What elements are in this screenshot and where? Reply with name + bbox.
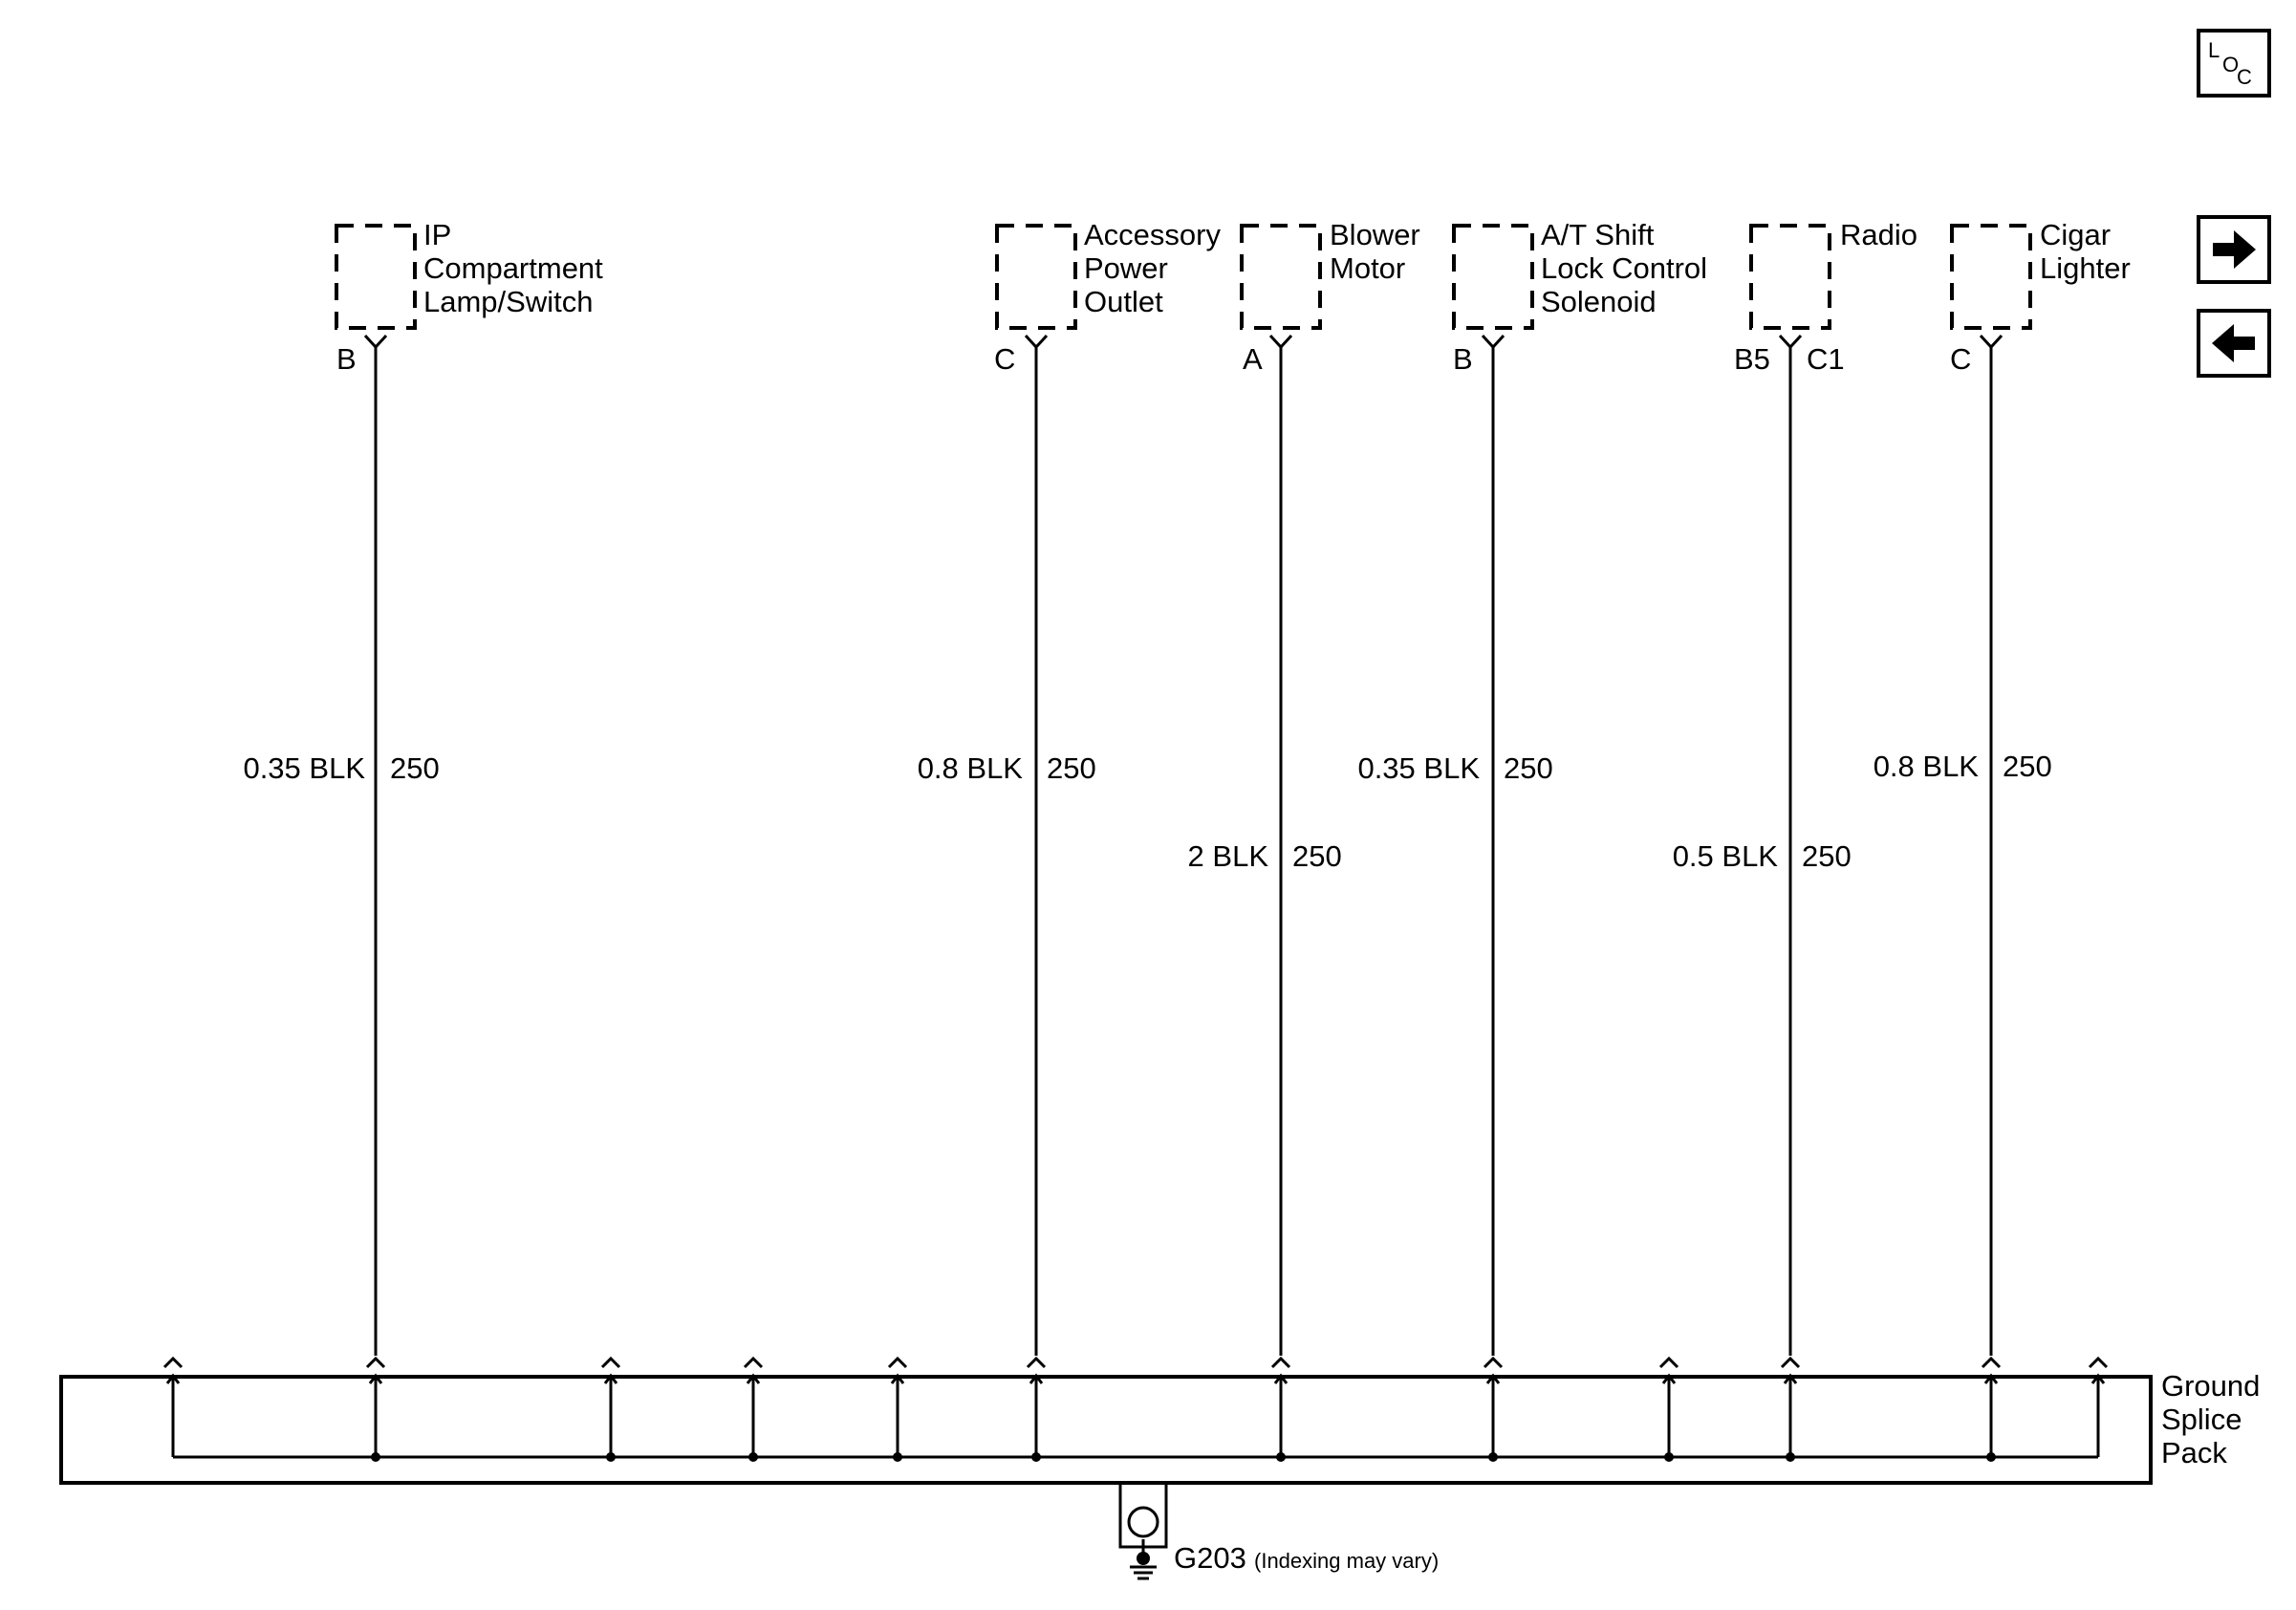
splice-pack-label-line: Splice: [2161, 1403, 2242, 1436]
splice-pin: [745, 1359, 762, 1462]
loc-button[interactable]: [2199, 31, 2269, 96]
splice-pin: [1782, 1359, 1799, 1462]
wire-gauge-label: 0.35 BLK: [243, 751, 365, 785]
splice-pack-label-line: Pack: [2161, 1436, 2227, 1469]
component-ip-compartment-lamp-switch: [336, 218, 603, 328]
component-cigar-lighter: [1952, 218, 2131, 328]
component-label-line: Lighter: [2040, 251, 2131, 285]
pin-label: C: [1950, 342, 1972, 376]
wire-gauge-label: 0.8 BLK: [1873, 750, 1979, 783]
splice-pin: [602, 1359, 619, 1462]
component-label-line: Power: [1084, 251, 1168, 285]
component-accessory-power-outlet: [997, 218, 1221, 328]
loc-letter-c: C: [2237, 65, 2252, 89]
wire-circuit-label: 250: [1292, 839, 1342, 873]
splice-pin: [889, 1359, 906, 1462]
component-label-line: Lamp/Switch: [423, 285, 594, 318]
wire-circuit-label: 250: [1047, 751, 1096, 785]
component-label-line: Radio: [1840, 218, 1917, 251]
component-label-line: Compartment: [423, 251, 603, 285]
splice-pin: [1272, 1359, 1289, 1462]
component-label-line: Lock Control: [1541, 251, 1708, 285]
wire-at-shift-lock: [1483, 336, 1504, 1356]
component-radio: [1751, 218, 1917, 328]
component-label-line: Cigar: [2040, 218, 2112, 251]
ground-id-label: G203: [1174, 1541, 1246, 1575]
component-label-line: Solenoid: [1541, 285, 1657, 318]
component-label-line: Accessory: [1084, 218, 1221, 251]
wire-blower-motor: [1270, 336, 1291, 1356]
forward-button[interactable]: [2199, 217, 2269, 282]
loc-letter-o: O: [2222, 53, 2240, 76]
component-at-shift-lock-control-solenoid: [1454, 218, 1707, 328]
arrow-left-icon: [2212, 324, 2255, 362]
splice-pack-label-line: Ground: [2161, 1369, 2261, 1403]
splice-pins: [164, 1359, 2107, 1462]
wire-gauge-label: 0.8 BLK: [917, 751, 1023, 785]
wire-cigar-lighter: [1981, 336, 2002, 1356]
splice-pin: [164, 1359, 182, 1457]
pin-label-secondary: C1: [1807, 342, 1845, 376]
ground-note-label: (Indexing may vary): [1254, 1549, 1440, 1573]
wire-gauge-label: 0.5 BLK: [1672, 839, 1778, 873]
pin-label: B: [1453, 342, 1473, 376]
wire-circuit-label: 250: [390, 751, 440, 785]
splice-pin: [1028, 1359, 1045, 1462]
pin-label: B5: [1734, 342, 1770, 376]
ground-splice-pack: [61, 1359, 2151, 1483]
component-label-line: Blower: [1330, 218, 1420, 251]
splice-pin: [1982, 1359, 2000, 1462]
splice-pin: [2090, 1359, 2107, 1457]
wire-radio: [1780, 336, 1801, 1356]
component-label-line: A/T Shift: [1541, 218, 1655, 251]
wire-circuit-label: 250: [1802, 839, 1852, 873]
back-button[interactable]: [2199, 311, 2269, 376]
arrow-right-icon: [2213, 230, 2256, 269]
wire-accessory-power-outlet: [1026, 336, 1047, 1356]
component-label-line: Outlet: [1084, 285, 1163, 318]
pin-label: A: [1243, 342, 1263, 376]
wire-gauge-label: 2 BLK: [1187, 839, 1268, 873]
splice-pin: [1484, 1359, 1502, 1462]
splice-pin: [367, 1359, 384, 1462]
splice-pin: [1660, 1359, 1678, 1462]
ground-icon: [1120, 1483, 1166, 1578]
component-label-line: Motor: [1330, 251, 1406, 285]
pin-label: C: [994, 342, 1016, 376]
pin-label: B: [336, 342, 357, 376]
component-label-line: IP: [423, 218, 452, 251]
wire-ip-compartment: [365, 336, 386, 1356]
wire-circuit-label: 250: [1504, 751, 1553, 785]
wire-gauge-label: 0.35 BLK: [1357, 751, 1480, 785]
component-blower-motor: [1242, 218, 1420, 328]
loc-letter-l: L: [2208, 38, 2220, 62]
wire-circuit-label: 250: [2003, 750, 2052, 783]
